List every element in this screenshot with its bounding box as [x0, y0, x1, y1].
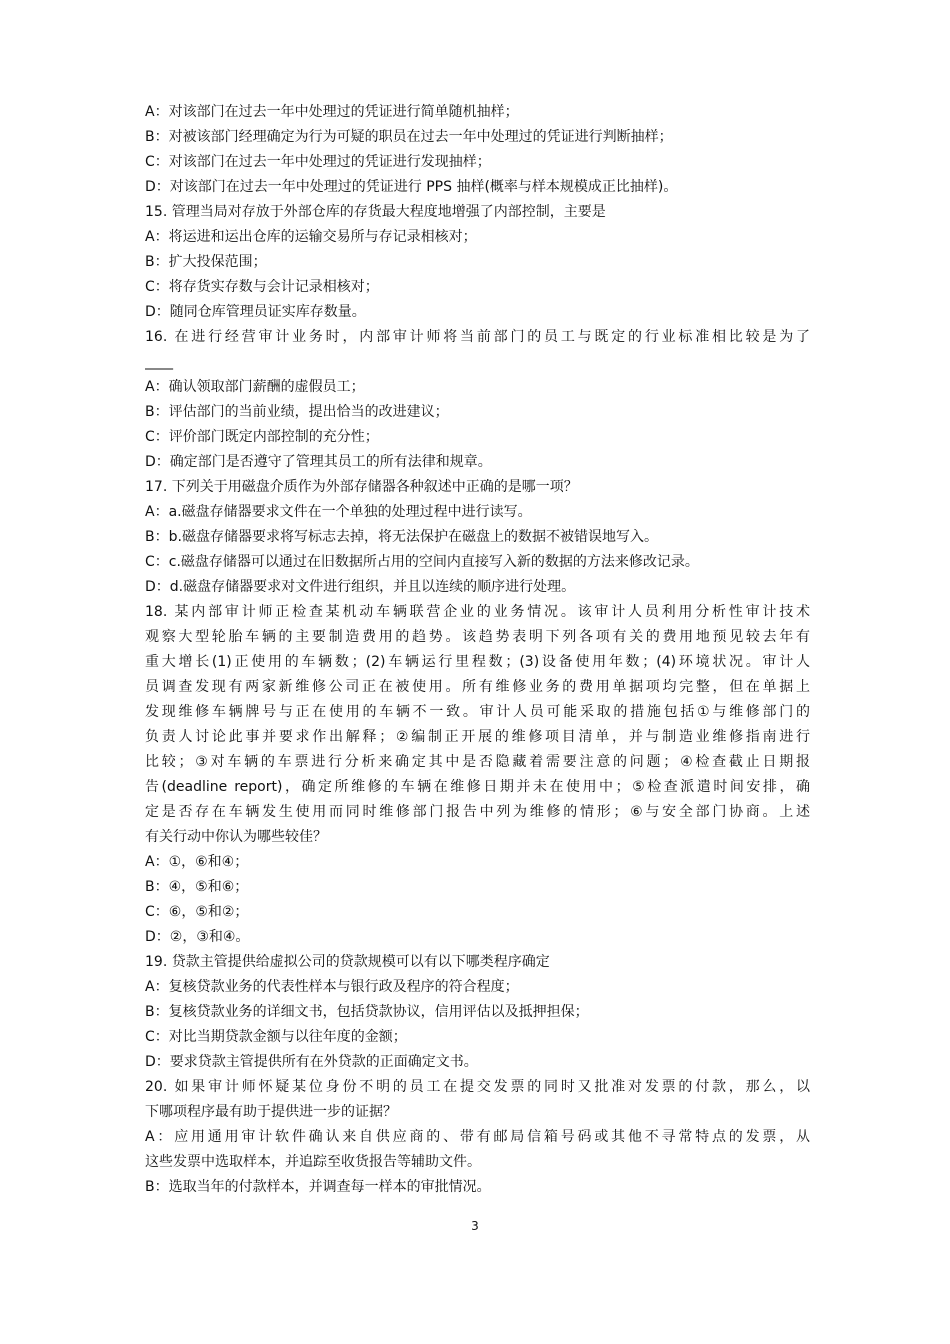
text-line: A：a.磁盘存储器要求文件在一个单独的处理过程中进行读写。 — [145, 504, 532, 520]
text-line: 18. 某内部审计师正检查某机动车辆联营企业的业务情况。该审计人员利用分析性审计技术 — [145, 604, 810, 620]
text-line: 负责人讨论此事并要求作出解释；②编制正开展的维修项目清单，并与制造业维修指南进行 — [145, 729, 810, 745]
text-line: B：b.磁盘存储器要求将写标志去掉，将无法保护在磁盘上的数据不被错误地写入。 — [145, 529, 658, 545]
text-line: C：评价部门既定内部控制的充分性； — [145, 429, 379, 445]
text-line: B：对被该部门经理确定为行为可疑的职员在过去一年中处理过的凭证进行判断抽样； — [145, 129, 673, 145]
text-line: D：②，③和④。 — [145, 929, 250, 945]
text-line: B：④，⑤和⑥； — [145, 879, 249, 895]
text-line: 17. 下列关于用磁盘介质作为外部存储器各种叙述中正确的是哪一项？ — [145, 479, 578, 495]
text-line: 发现维修车辆牌号与正在使用的车辆不一致。审计人员可能采取的措施包括①与维修部门的 — [145, 704, 810, 720]
text-line: A：应用通用审计软件确认来自供应商的、带有邮局信箱号码或其他不寻常特点的发票，从 — [145, 1129, 810, 1145]
text-line: 观察大型轮胎车辆的主要制造费用的趋势。该趋势表明下列各项有关的费用地预见较去年有 — [145, 629, 810, 645]
text-line: 15. 管理当局对存放于外部仓库的存货最大程度地增强了内部控制，主要是 — [145, 204, 606, 220]
text-line: C：c.磁盘存储器可以通过在旧数据所占用的空间内直接写入新的数据的方法来修改记录。 — [145, 554, 699, 570]
text-line: B：选取当年的付款样本，并调查每一样本的审批情况。 — [145, 1179, 491, 1195]
text-line: 20. 如果审计师怀疑某位身份不明的员工在提交发票的同时又批准对发票的付款，那么，以 — [145, 1079, 810, 1095]
text-line: 定是否存在车辆发生使用而同时维修部门报告中列为维修的情形；⑥与安全部门协商。上述 — [145, 804, 810, 820]
page-number: 3 — [471, 1219, 479, 1233]
text-line: 比较；③对车辆的车票进行分析来确定其中是否隐藏着需要注意的问题；④检查截止日期报 — [145, 754, 810, 770]
text-line: A：①，⑥和④； — [145, 854, 249, 870]
text-line: 19. 贷款主管提供给虚拟公司的贷款规模可以有以下哪类程序确定 — [145, 954, 550, 970]
text-line: A：确认领取部门薪酬的虚假员工； — [145, 379, 365, 395]
text-line: B：复核贷款业务的详细文书，包括贷款协议，信用评估以及抵押担保； — [145, 1004, 589, 1020]
text-line: 员调查发现有两家新维修公司正在被使用。所有维修业务的费用单据项均完整，但在单据上 — [145, 679, 810, 695]
document-body — [145, 100, 810, 1200]
text-line: 告(deadline report)，确定所维修的车辆在维修日期并未在使用中；⑤检查派遣时间安排，确 — [145, 779, 810, 795]
text-line: C：将存货实存数与会计记录相核对； — [145, 279, 379, 295]
text-line: B：评估部门的当前业绩，提出恰当的改进建议； — [145, 404, 449, 420]
text-line: A：将运进和运出仓库的运输交易所与存记录相核对； — [145, 229, 477, 245]
text-line: D：随同仓库管理员证实库存数量。 — [145, 304, 366, 320]
text-line: C：对该部门在过去一年中处理过的凭证进行发现抽样； — [145, 154, 491, 170]
text-line: ____ — [145, 354, 173, 370]
text-line: 这些发票中选取样本，并追踪至收货报告等辅助文件。 — [145, 1154, 481, 1170]
text-line: 重大增长(1)正使用的车辆数；(2)车辆运行里程数；(3)设备使用年数；(4)环境状况。审计人 — [145, 654, 810, 670]
text-line: C：对比当期贷款金额与以往年度的金额； — [145, 1029, 407, 1045]
text-line: 有关行动中你认为哪些较佳？ — [145, 829, 327, 845]
text-line: C：⑥，⑤和②； — [145, 904, 249, 920]
text-line: 下哪项程序最有助于提供进一步的证据？ — [145, 1104, 397, 1120]
text-line: D：d.磁盘存储器要求对文件进行组织，并且以连续的顺序进行处理。 — [145, 579, 576, 595]
text-line: A：对该部门在过去一年中处理过的凭证进行简单随机抽样； — [145, 104, 519, 120]
text-line: D：要求贷款主管提供所有在外贷款的正面确定文书。 — [145, 1054, 478, 1070]
text-line: B：扩大投保范围； — [145, 254, 267, 270]
text-line: D：确定部门是否遵守了管理其员工的所有法律和规章。 — [145, 454, 492, 470]
text-line: A：复核贷款业务的代表性样本与银行政及程序的符合程度； — [145, 979, 519, 995]
text-line: 16. 在进行经营审计业务时，内部审计师将当前部门的员工与既定的行业标准相比较是为了 — [145, 329, 810, 345]
text-line: D：对该部门在过去一年中处理过的凭证进行 PPS 抽样(概率与样本规模成正比抽样)。 — [145, 179, 678, 195]
